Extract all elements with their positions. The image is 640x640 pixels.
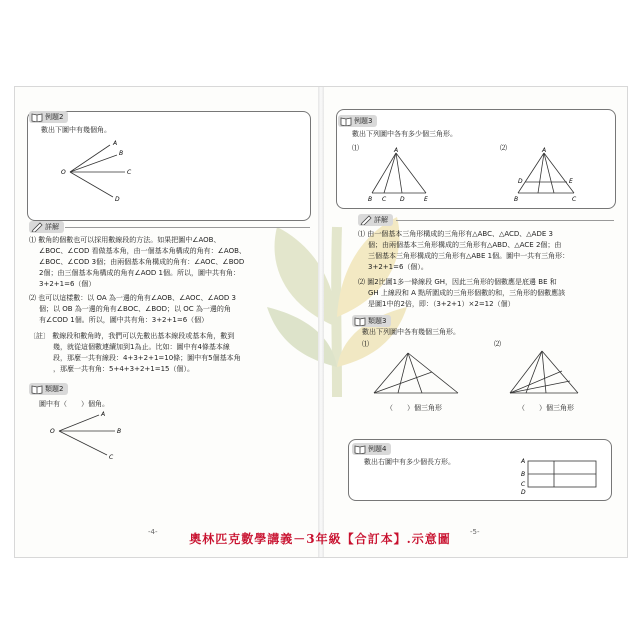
- solution-line: 有∠COD 1個。所以，圖中共有角：3+2+1=6（個）: [39, 316, 209, 324]
- example-3-figure-2: [508, 147, 588, 203]
- point-label: O: [50, 428, 55, 435]
- practice-2-angle-figure: [37, 411, 137, 461]
- practice-3-answer-2: （ ）個三角形: [518, 404, 574, 412]
- practice-3-label: 類題3: [368, 317, 387, 325]
- practice-3-tag: [352, 315, 391, 327]
- example-4-rectangle-figure: [516, 453, 604, 495]
- solution-line: ∠BOC、∠COD 看做基本角，由一個基本角構成的角有：∠AOB、: [39, 247, 246, 255]
- solution-line: ∠BOC、∠COD 3個；由兩個基本角構成的角有：∠AOC、∠BOD: [39, 258, 245, 266]
- solution-line: ⑵ 也可以這樣數：以 OA 為一邊的角有∠AOB、∠AOC、∠AOD 3: [29, 294, 236, 302]
- practice-figure-1-label: ⑴: [362, 340, 369, 348]
- example-2-tag: [29, 111, 68, 123]
- analysis-tag-left: [29, 221, 64, 233]
- footer-title: 奧林匹克數學講義－3年級【合訂本】.示意圖: [189, 532, 451, 546]
- point-label: D: [400, 196, 405, 203]
- pencil-icon: [31, 222, 43, 232]
- point-label: D: [115, 196, 120, 203]
- book-icon: [31, 384, 43, 394]
- practice-figure-2-label: ⑵: [494, 340, 501, 348]
- right-page: [322, 87, 627, 557]
- right-page-number: -5-: [470, 528, 480, 536]
- example-4-question: 數出右圖中有多少個長方形。: [364, 458, 455, 466]
- figure-1-label: ⑴: [352, 144, 359, 152]
- note-line: 幾，就從這個數連續加到1為止。比如：圖中有4條基本線: [53, 343, 230, 351]
- point-label: E: [424, 196, 428, 203]
- book-icon: [340, 116, 352, 126]
- example-2-angle-figure: [55, 137, 145, 207]
- solution-line: 是圖1中的2倍，即：（3+2+1）×2=12（個）: [368, 300, 515, 308]
- point-label: C: [127, 169, 132, 176]
- practice-3-figure-1: [368, 347, 464, 399]
- practice-2-label: 類題2: [45, 385, 64, 393]
- point-label: C: [109, 454, 114, 461]
- solution-line: 個；由兩個基本三角形構成的三角形有△ABD、△ACE 2個；由: [368, 241, 562, 249]
- point-label: D: [521, 489, 526, 495]
- point-label: C: [382, 196, 387, 203]
- book-icon: [31, 112, 43, 122]
- solution-2-right: [358, 277, 565, 310]
- example-4-label: 例題4: [368, 445, 387, 453]
- solution-line: GH 上線段和 A 點所圍成的三角形個數的和，三角形的個數應該: [368, 289, 566, 297]
- example-3-question: 數出下列圖中各有多少個三角形。: [352, 130, 457, 138]
- point-label: C: [572, 196, 577, 203]
- note-line: 〔註〕 數線段和數角時，我們可以先數出基本線段或基本角，數到: [29, 332, 235, 340]
- note-line: 段，那麼一共有線段：4+3+2+1=10條；圖中有5個基本角: [53, 354, 241, 362]
- point-label: A: [113, 140, 118, 147]
- point-label: B: [119, 150, 124, 157]
- example-2-question: 數出下圖中有幾個角。: [41, 126, 111, 134]
- practice-2-question: 圖中有（ ）個角。: [39, 400, 109, 408]
- example-3-tag: [338, 115, 377, 127]
- point-label: E: [569, 178, 573, 185]
- point-label: A: [394, 147, 399, 154]
- divider: [396, 220, 614, 221]
- point-label: D: [518, 178, 523, 185]
- solution-2-left: [29, 293, 236, 326]
- book-icon: [354, 316, 366, 326]
- book-icon: [354, 444, 366, 454]
- point-label: A: [542, 147, 547, 154]
- example-3-figure-1: [362, 147, 442, 203]
- practice-3-question: 數出下列圖中各有幾個三角形。: [362, 328, 460, 336]
- point-label: B: [368, 196, 373, 203]
- left-page-number: -4-: [148, 528, 158, 536]
- solution-line: 2個；由三個基本角構成的角有∠AOD 1個。所以，圖中共有角：: [39, 269, 240, 277]
- note-line: ，那麼一共有角：5+4+3+2+1=15（個）。: [53, 365, 195, 373]
- practice-3-answer-1: （ ）個三角形: [386, 404, 442, 412]
- figure-2-label: ⑵: [500, 144, 507, 152]
- point-label: B: [514, 196, 519, 203]
- solution-1-right: [358, 229, 569, 273]
- point-label: A: [101, 411, 106, 418]
- example-4-tag: [352, 443, 391, 455]
- point-label: B: [117, 428, 122, 435]
- example-2-label: 例題2: [45, 113, 64, 121]
- point-label: O: [61, 169, 66, 176]
- solution-line: 3+2+1=6（個）: [39, 280, 96, 288]
- analysis-tag-right: [358, 214, 393, 226]
- solution-line: 3+2+1=6（個）。: [368, 263, 428, 271]
- left-page: [15, 87, 320, 557]
- analysis-label: 詳解: [45, 223, 59, 231]
- point-label: C: [521, 481, 526, 488]
- solution-line: 個；以 OB 為一邊的角有∠BOC、∠BOD；以 OC 為一邊的角: [39, 305, 231, 313]
- solution-1-left: [29, 235, 246, 290]
- solution-line: ⑵ 圖2比圖1多一條線段 GH，因此三角形的個數應是底邊 BE 和: [358, 278, 557, 286]
- example-3-label: 例題3: [354, 117, 373, 125]
- pencil-icon: [360, 215, 372, 225]
- point-label: B: [521, 471, 526, 478]
- point-label: A: [521, 458, 526, 465]
- solution-line: ⑴ 數角的個數也可以採用數線段的方法。如果把圖中∠AOB、: [29, 236, 221, 244]
- practice-3-figure-2: [502, 347, 588, 399]
- analysis-label: 詳解: [374, 216, 388, 224]
- divider: [65, 227, 310, 228]
- practice-2-tag: [29, 383, 68, 395]
- note-left: [29, 331, 241, 375]
- solution-line: 三個基本三角形構成的三角形有△ABE 1個。圖中一共有三角形：: [368, 252, 570, 260]
- solution-line: ⑴ 由一個基本三角形構成的三角形有△ABC、△ACD、△ADE 3: [358, 230, 553, 238]
- book-spread: [14, 86, 628, 558]
